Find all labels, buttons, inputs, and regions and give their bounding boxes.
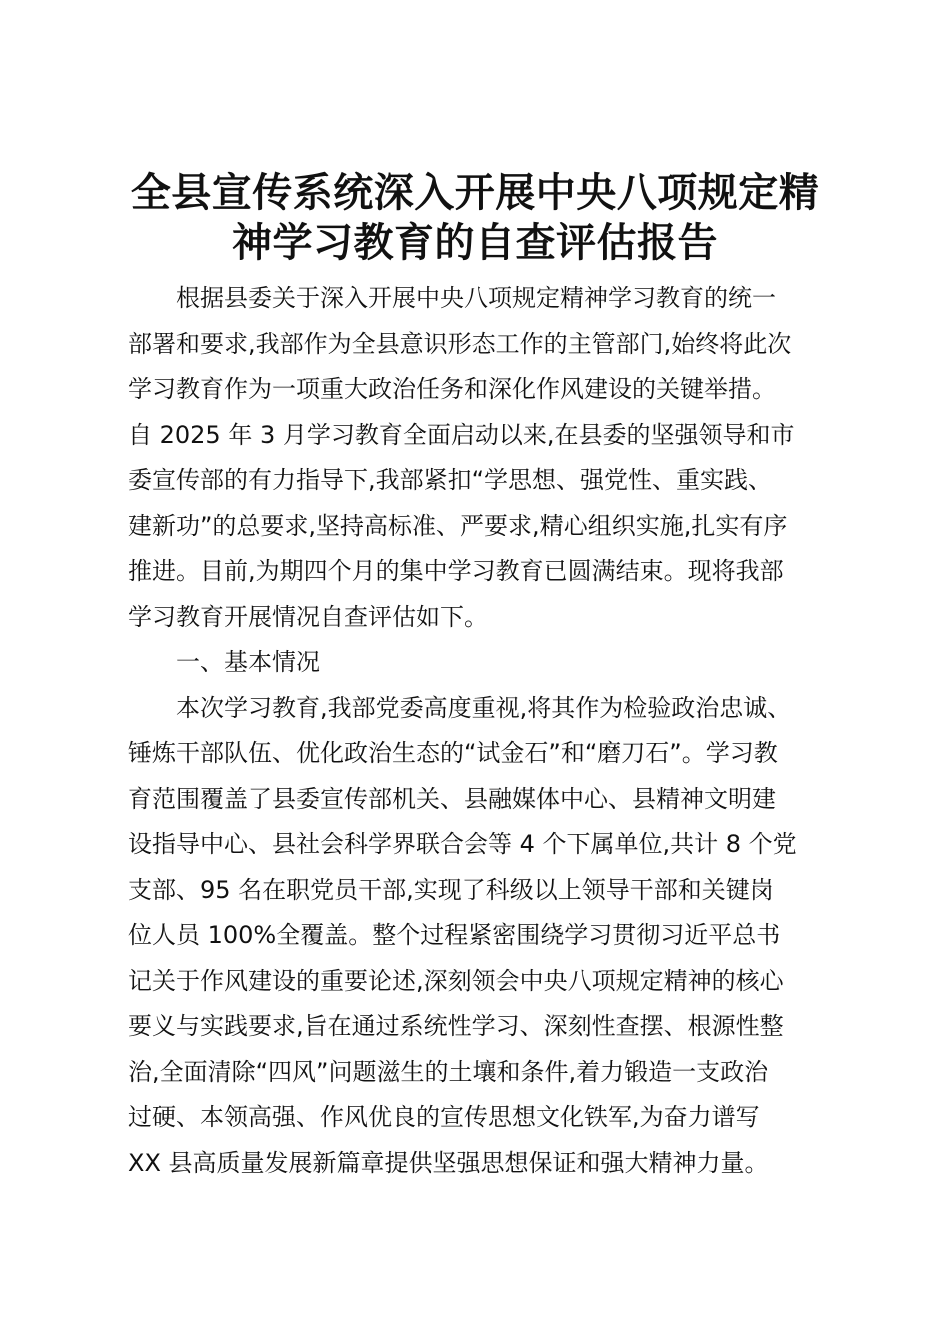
- text-line: 位人员 100%全覆盖。整个过程紧密围绕学习贯彻习近平总书: [128, 921, 781, 949]
- text-line: XX 县高质量发展新篇章提供坚强思想保证和强大精神力量。: [128, 1148, 769, 1177]
- text-line: 自 2025 年 3 月学习教育全面启动以来,在县委的坚强领导和市: [128, 420, 795, 449]
- text-line: 部署和要求,我部作为全县意识形态工作的主管部门,始终将此次: [128, 329, 792, 358]
- text-line: 建新功”的总要求,坚持高标准、严要求,精心组织实施,扎实有序: [128, 511, 788, 540]
- text-line: 育范围覆盖了县委宣传部机关、县融媒体中心、县精神文明建: [128, 784, 776, 813]
- report-body: [128, 276, 830, 1186]
- section-heading: 一、基本情况: [176, 648, 320, 676]
- text-line: 记关于作风建设的重要论述,深刻领会中央八项规定精神的核心: [128, 966, 784, 995]
- text-line: 推进。目前,为期四个月的集中学习教育已圆满结束。现将我部: [128, 557, 784, 585]
- text-line: 过硬、本领高强、作风优良的宣传思想文化铁军,为奋力谱写: [128, 1103, 760, 1131]
- text-line: 锤炼干部队伍、优化政治生态的“试金石”和“磨刀石”。学习教: [128, 739, 778, 767]
- text-line: 支部、95 名在职党员干部,实现了科级以上领导干部和关键岗: [128, 875, 774, 904]
- text-line: 本次学习教育,我部党委高度重视,将其作为检验政治忠诚、: [176, 693, 792, 722]
- intro-paragraph: [128, 276, 830, 640]
- basic-situation-paragraph: [128, 686, 830, 1187]
- text-line: 设指导中心、县社会科学界联合会等 4 个下属单位,共计 8 个党: [128, 830, 797, 858]
- text-line: 委宣传部的有力指导下,我部紧扣“学思想、强党性、重实践、: [128, 466, 773, 494]
- title-line: 神学习教育的自查评估报告: [232, 220, 718, 266]
- title-line: 全县宣传系统深入开展中央八项规定精: [130, 170, 820, 216]
- text-line: 学习教育作为一项重大政治任务和深化作风建设的关键举措。: [128, 375, 776, 403]
- report-title: [110, 168, 840, 268]
- text-line: 根据县委关于深入开展中央八项规定精神学习教育的统一: [176, 284, 776, 312]
- text-line: 要义与实践要求,旨在通过系统性学习、深刻性查摆、根源性整: [128, 1012, 784, 1040]
- text-line: 治,全面清除“四风”问题滋生的土壤和条件,着力锻造一支政治: [128, 1057, 769, 1086]
- text-line: 学习教育开展情况自查评估如下。: [128, 602, 488, 631]
